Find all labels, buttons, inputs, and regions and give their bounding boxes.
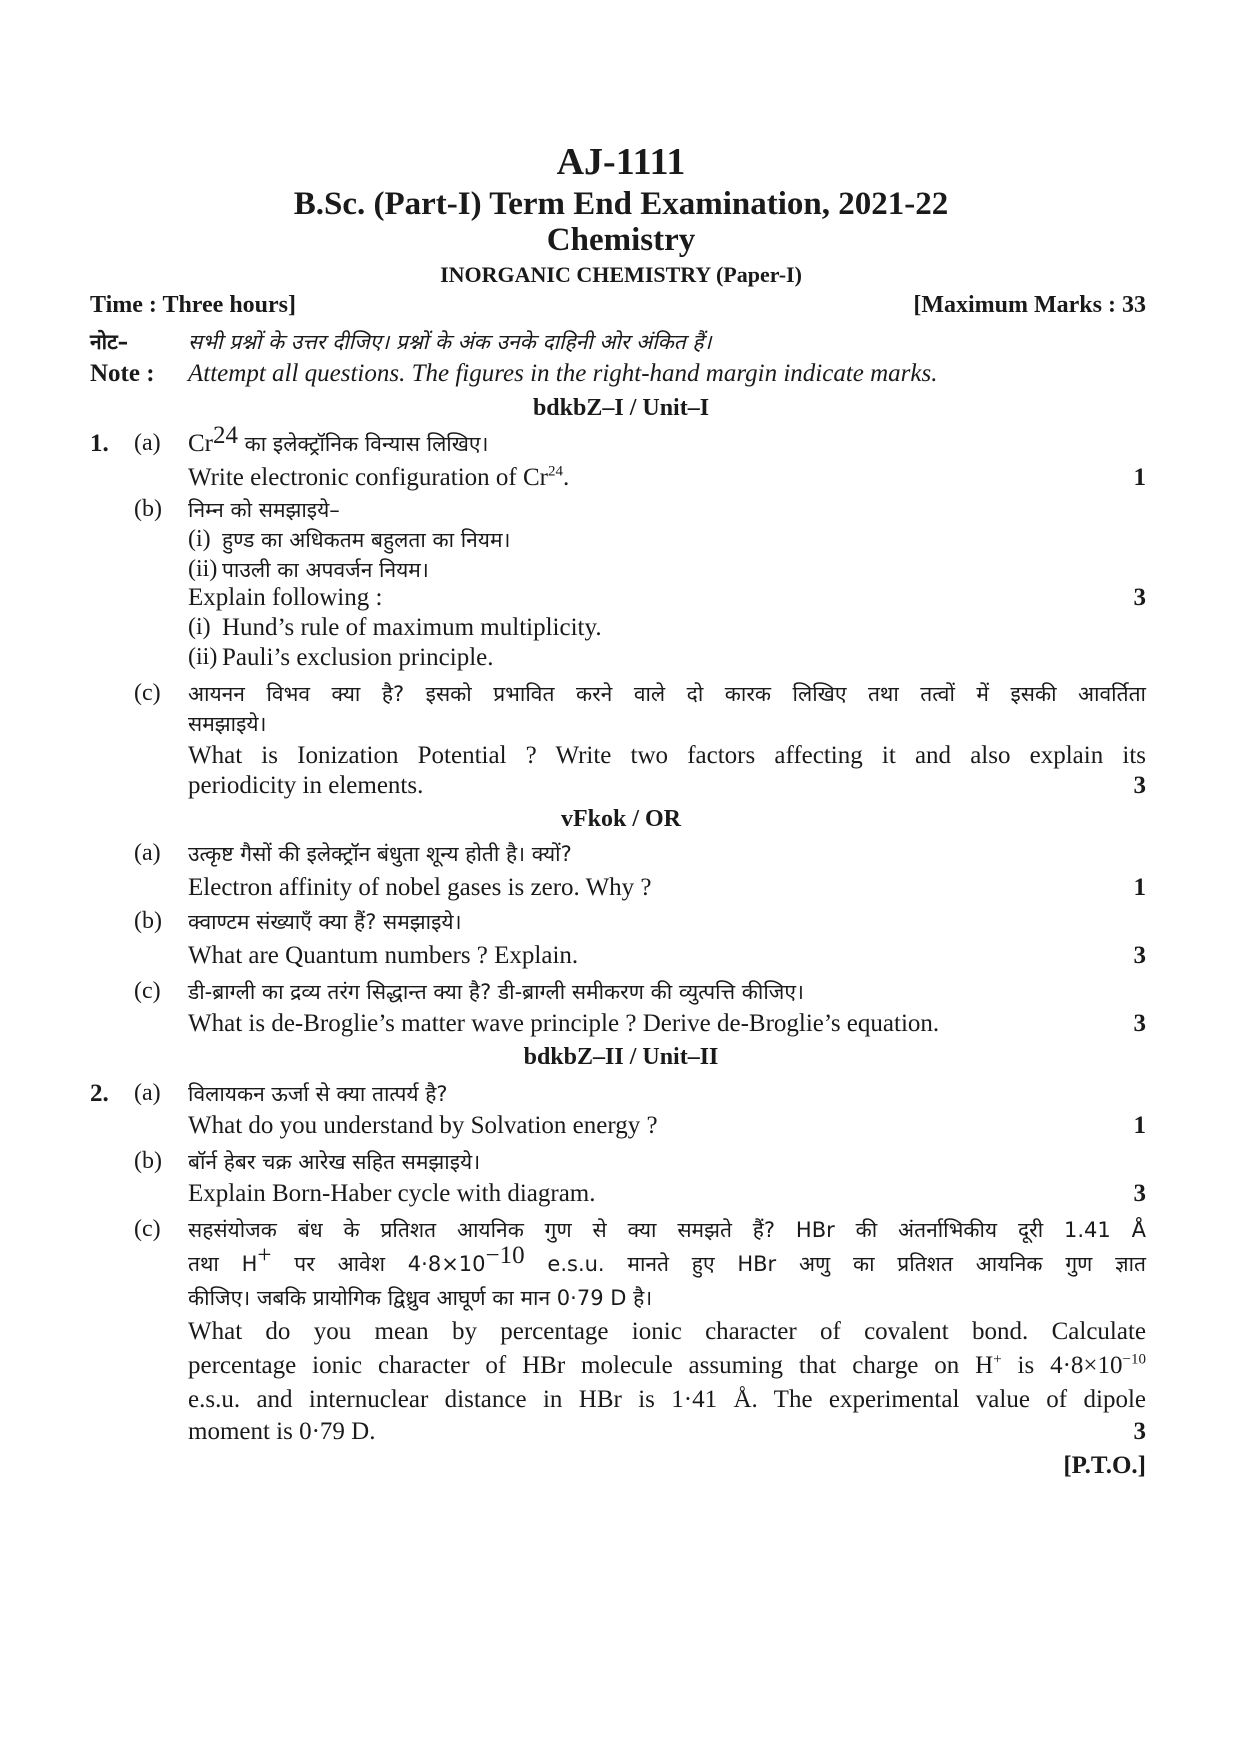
- marks: 3: [1133, 584, 1146, 611]
- q1c-english-line2: periodicity in elements.: [188, 772, 424, 799]
- marks: 3: [1133, 1418, 1146, 1445]
- q2b-english: Explain Born-Haber cycle with diagram.: [188, 1180, 596, 1207]
- roman-label: (ii): [188, 644, 218, 670]
- q1b-ii-english: Pauli’s exclusion principle.: [222, 644, 494, 671]
- q1-or-b-hindi: क्वाण्टम संख्याएँ क्या हैं? समझाइये।: [188, 910, 462, 934]
- exam-title: B.Sc. (Part-I) Term End Examination, 2021-22: [293, 186, 949, 222]
- subpart-label: (b): [134, 908, 162, 934]
- time-allowed: Time : Three hours]: [90, 292, 297, 318]
- marks: 3: [1133, 772, 1146, 799]
- unit-1-heading: bdkbZ–I / Unit–I: [532, 395, 710, 421]
- q1a-english: Write electronic configuration of Cr$^{24}$.: [188, 463, 570, 491]
- roman-label: (ii): [188, 556, 218, 582]
- q2c-english-line3: e.s.u. and internuclear distance in HBr is 1·41 Å. The experimental value of dipole: [188, 1386, 1146, 1413]
- roman-label: (i): [188, 526, 211, 552]
- question-number: 1.: [90, 430, 109, 457]
- subpart-label: (a): [134, 430, 161, 456]
- marks: 3: [1133, 942, 1146, 969]
- subpart-label: (c): [134, 680, 161, 706]
- q1c-hindi-line1: आयनन विभव क्या है? इसको प्रभावित करने वाले दो कारक लिखिए तथा तत्वों में इसकी आवर्तिता: [188, 682, 1146, 706]
- q2a-hindi: विलायकन ऊर्जा से क्या तात्पर्य है?: [188, 1082, 448, 1106]
- marks: 1: [1133, 874, 1146, 901]
- note-text: Attempt all questions. The figures in the right-hand margin indicate marks.: [188, 360, 938, 387]
- q1c-hindi-line2: समझाइये।: [188, 712, 267, 736]
- q1-or-a-hindi: उत्कृष्ट गैसों की इलेक्ट्रॉन बंधुता शून्य होती है। क्यों?: [188, 842, 572, 866]
- subpart-label: (a): [134, 840, 161, 866]
- note-label: Note :: [90, 360, 155, 387]
- question-number: 2.: [90, 1080, 109, 1107]
- q2c-hindi-line2: तथा H+ पर आवेश $4\cdot 8\times 10^{-10}$ e.s.u. मानते हुए HBr अणु का प्रतिशत आयनिक गुण ज्ञात: [188, 1242, 1146, 1276]
- q1b-ii-hindi: पाउली का अपवर्जन नियम।: [222, 558, 429, 582]
- paper-code: AJ-1111: [556, 141, 686, 183]
- subject-title: Chemistry: [546, 222, 696, 258]
- unit-2-heading: bdkbZ–II / Unit–II: [523, 1044, 719, 1070]
- q2c-english-line1: What do you mean by percentage ionic character of covalent bond. Calculate: [188, 1318, 1146, 1345]
- note-text-hindi: सभी प्रश्नों के उत्तर दीजिए। प्रश्नों के अंक उनके दाहिनी ओर अंकित हैं।: [188, 330, 712, 354]
- marks: 1: [1133, 1112, 1146, 1139]
- q1c-english-line1: What is Ionization Potential ? Write two factors affecting it and also explain its: [188, 742, 1146, 769]
- subpart-label: (c): [134, 978, 161, 1004]
- q1b-hindi: निम्न को समझाइये–: [188, 498, 340, 522]
- q2a-english: What do you understand by Solvation energy ?: [188, 1112, 658, 1139]
- subpart-label: (b): [134, 1148, 162, 1174]
- q2c-hindi-line1: सहसंयोजक बंध के प्रतिशत आयनिक गुण से क्या समझते हैं? HBr की अंतर्नाभिकीय दूरी 1.41 Å: [188, 1218, 1146, 1242]
- q1-or-c-english: What is de-Broglie’s matter wave principle ? Derive de-Broglie’s equation.: [188, 1010, 940, 1037]
- roman-label: (i): [188, 614, 211, 640]
- q1-or-c-hindi: डी-ब्राग्ली का द्रव्य तरंग सिद्धान्त क्या है? डी-ब्राग्ली समीकरण की व्युत्पत्ति कीजिए।: [188, 980, 804, 1004]
- paper-title: INORGANIC CHEMISTRY (Paper-I): [440, 262, 802, 287]
- subpart-label: (b): [134, 496, 162, 522]
- q1b-i-hindi: हुण्ड का अधिकतम बहुलता का नियम।: [222, 528, 511, 552]
- q1a-hindi: Cr$^{24}$ का इलेक्ट्रॉनिक विन्यास लिखिए।: [188, 422, 489, 457]
- pto-label: [P.T.O.]: [1063, 1452, 1146, 1479]
- marks: 3: [1133, 1180, 1146, 1207]
- or-heading: vFkok / OR: [560, 806, 682, 832]
- q1-or-a-english: Electron affinity of nobel gases is zero. Why ?: [188, 874, 652, 901]
- subpart-label: (a): [134, 1080, 161, 1106]
- q1b-i-english: Hund’s rule of maximum multiplicity.: [222, 614, 602, 641]
- q2c-english-line4: moment is 0·79 D.: [188, 1418, 376, 1445]
- marks: 1: [1133, 464, 1146, 491]
- marks: 3: [1133, 1010, 1146, 1037]
- note-label-hindi: नोट–: [90, 330, 129, 354]
- subpart-label: (c): [134, 1216, 161, 1242]
- q1-or-b-english: What are Quantum numbers ? Explain.: [188, 942, 579, 969]
- q2c-english-line2: percentage ionic character of HBr molecule assuming that charge on H+ is $4\cdot 8\times 10^{-10}$: [188, 1351, 1146, 1379]
- q2c-hindi-line3: कीजिए। जबकि प्रायोगिक द्विध्रुव आघूर्ण का मान 0·79 D है।: [188, 1286, 653, 1310]
- q2b-hindi: बॉर्न हेबर चक्र आरेख सहित समझाइये।: [188, 1150, 481, 1174]
- maximum-marks: [Maximum Marks : 33: [913, 292, 1146, 318]
- q1b-english: Explain following :: [188, 584, 383, 611]
